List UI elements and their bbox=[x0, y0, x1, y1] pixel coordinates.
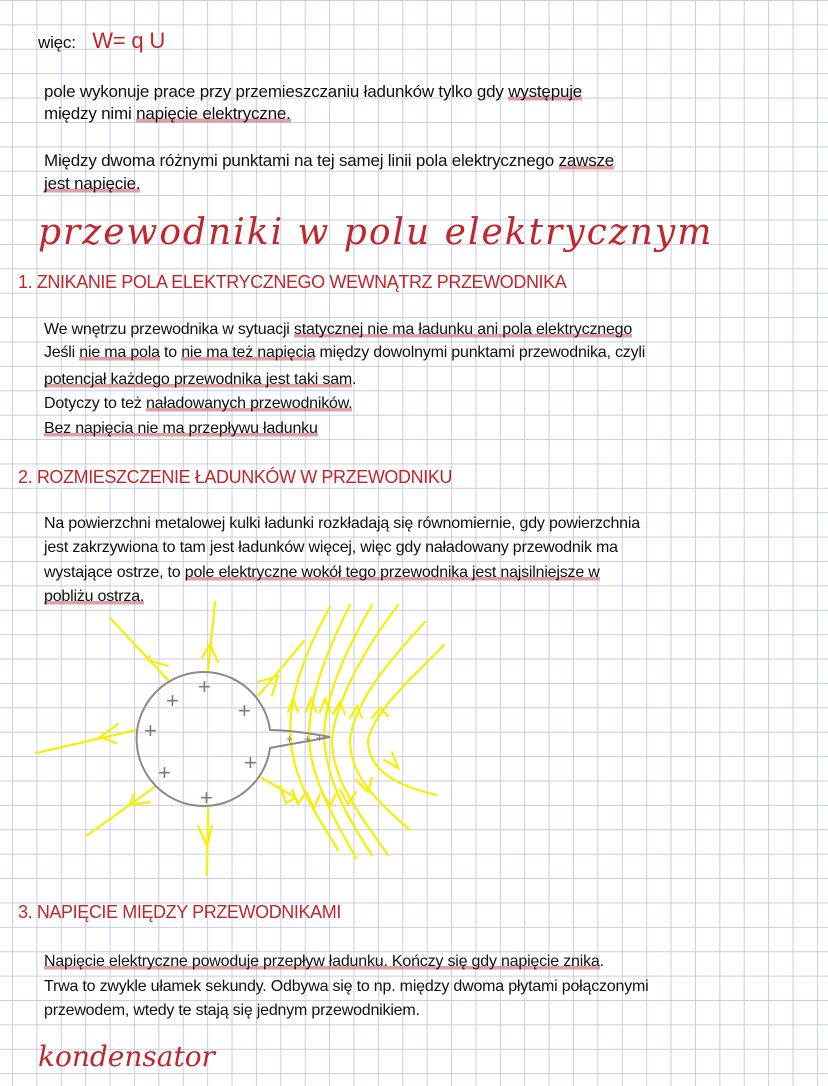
charge-plus: + bbox=[144, 718, 157, 743]
paragraph-2-line-2 bbox=[44, 174, 140, 194]
text: wystające ostrze, to bbox=[44, 564, 185, 581]
text: Trwa to zwykle ułamek sekundy. Odbywa się to np. między dwoma płytami połączonymi bbox=[44, 978, 649, 995]
text: pole wykonuje prace przy przemieszczaniu ładunków tylko gdy bbox=[44, 82, 509, 101]
charged-conductor-diagram bbox=[0, 600, 500, 890]
charge-plus: + bbox=[304, 732, 312, 746]
text: . bbox=[599, 953, 604, 970]
work-formula: W= q U bbox=[92, 28, 166, 53]
highlight: Bez napięcia nie ma przepływu ładunku bbox=[44, 420, 318, 437]
text: . bbox=[352, 371, 357, 388]
page-title: przewodniki w polu elektrycznym bbox=[38, 212, 714, 253]
highlight: występuje bbox=[508, 82, 583, 101]
section-1-line-3 bbox=[44, 371, 356, 389]
charge-plus: + bbox=[166, 688, 179, 713]
text: przewodem, wtedy te stają się jednym przewodnikiem. bbox=[44, 1002, 420, 1019]
section-2-line-1 bbox=[44, 515, 640, 533]
section-3-line-1 bbox=[44, 953, 604, 971]
section-3-line-2 bbox=[44, 978, 649, 996]
highlight: pole elektryczne wokół tego przewodnika jest najsilniejsze w bbox=[184, 564, 600, 581]
section-3-line-3 bbox=[44, 1002, 420, 1020]
text: Jeśli bbox=[44, 344, 80, 361]
section-1-heading: 1. ZNIKANIE POLA ELEKTRYCZNEGO WEWNĄTRZ PRZEWODNIKA bbox=[18, 272, 567, 292]
charge-plus: + bbox=[200, 785, 213, 810]
section-2-heading: 2. ROZMIESZCZENIE ŁADUNKÓW W PRZEWODNIKU bbox=[18, 467, 453, 487]
text: Dotyczy to też bbox=[44, 395, 146, 412]
highlight: Napięcie elektryczne powoduje przepływ ładunku. Kończy się gdy napięcie znika bbox=[44, 953, 600, 970]
highlight: zawsze bbox=[558, 151, 615, 170]
next-topic-heading: kondensator bbox=[38, 1040, 215, 1073]
text: między nimi bbox=[44, 104, 137, 123]
section-2-line-3 bbox=[44, 564, 600, 582]
section-2-line-2 bbox=[44, 539, 618, 557]
highlight: pobliżu ostrza. bbox=[44, 588, 145, 605]
highlight: statycznej nie ma ładunku ani pola elektrycznego bbox=[293, 321, 633, 338]
charge-plus: + bbox=[158, 760, 171, 785]
highlight: potencjał każdego przewodnika jest taki sam bbox=[44, 371, 353, 388]
section-1-line-2 bbox=[44, 344, 645, 362]
charge-plus: + bbox=[244, 750, 257, 775]
charge-plus: + bbox=[316, 731, 324, 745]
section-3-heading: 3. NAPIĘCIE MIĘDZY PRZEWODNIKAMI bbox=[18, 902, 341, 922]
section-1-line-1 bbox=[44, 321, 632, 339]
highlight: jest napięcie. bbox=[44, 174, 141, 193]
text: to bbox=[159, 344, 182, 361]
charge-plus: + bbox=[238, 698, 251, 723]
text: jest zakrzywiona to tam jest ładunków więcej, więc gdy naładowany przewodnik ma bbox=[44, 539, 618, 556]
text: Na powierzchni metalowej kulki ładunki rozkładają się równomiernie, gdy powierzchnia bbox=[44, 515, 640, 532]
highlight: napięcie elektryczne. bbox=[136, 104, 291, 123]
charge-plus: + bbox=[286, 732, 294, 746]
charge-plus: + bbox=[198, 674, 211, 699]
highlight: nie ma też napięcia bbox=[181, 344, 316, 361]
tip-charges bbox=[286, 731, 323, 746]
paragraph-2-line-1 bbox=[44, 151, 614, 171]
paragraph-1-line-1 bbox=[44, 82, 582, 102]
text: We wnętrzu przewodnika w sytuacji bbox=[44, 321, 294, 338]
intro-label: więc: bbox=[38, 33, 76, 52]
intro-line bbox=[38, 28, 165, 54]
paragraph-1-line-2 bbox=[44, 104, 291, 124]
section-1-line-4 bbox=[44, 395, 352, 413]
field-lines bbox=[36, 602, 444, 875]
highlight: naładowanych przewodników. bbox=[145, 395, 353, 412]
text: Między dwoma różnymi punktami na tej samej linii pola elektrycznego bbox=[44, 151, 559, 170]
highlight: nie ma pola bbox=[79, 344, 160, 361]
section-1-line-5 bbox=[44, 420, 318, 438]
text: między dowolnymi punktami przewodnika, czyli bbox=[315, 344, 646, 361]
